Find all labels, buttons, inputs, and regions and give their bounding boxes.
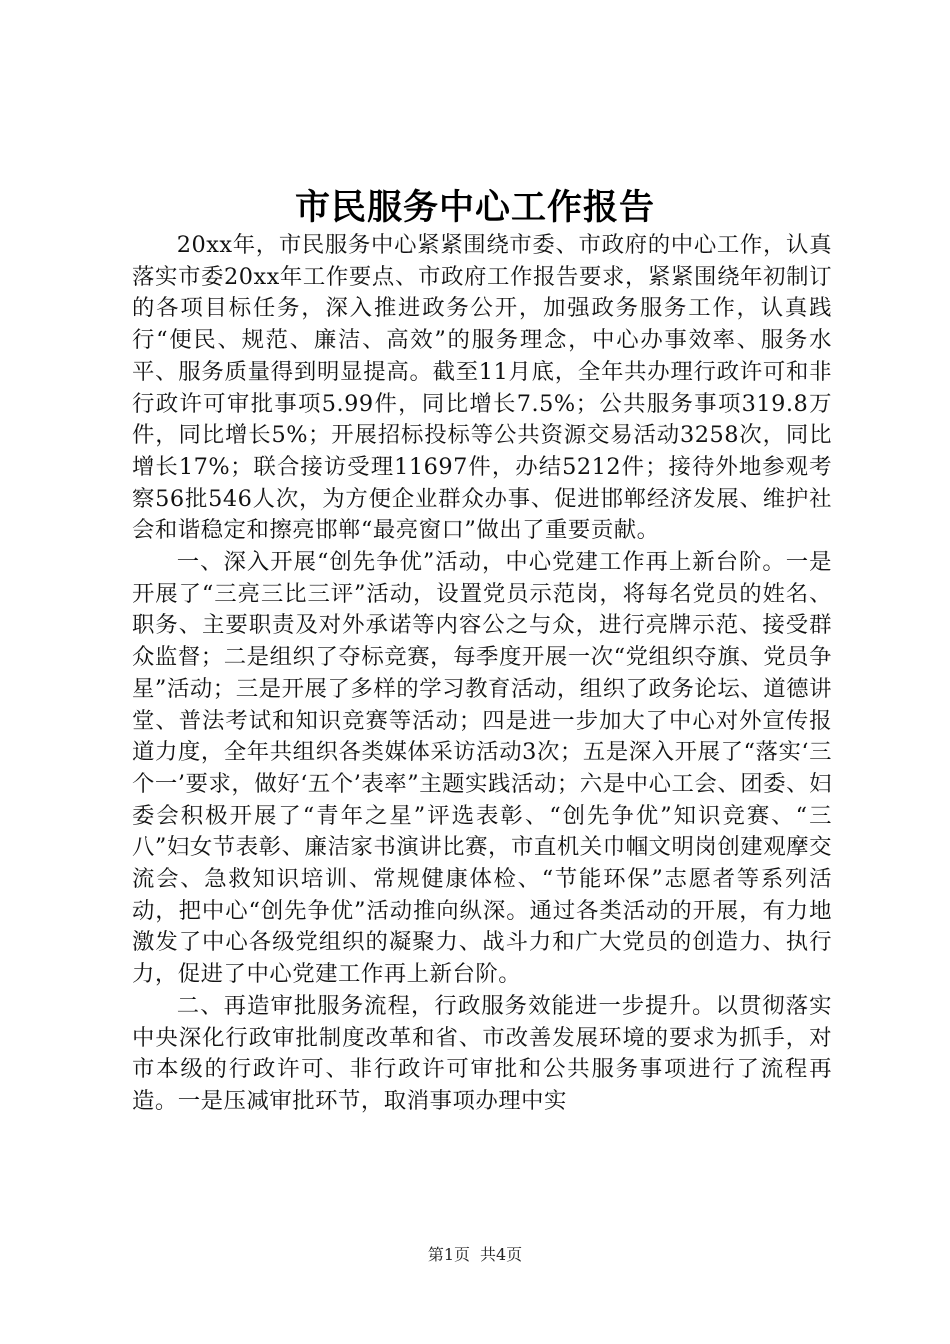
document-body xyxy=(132,230,832,1118)
document-title: 市民服务中心工作报告 xyxy=(294,188,655,228)
page-total: 共4页 xyxy=(480,1245,523,1264)
page-footer xyxy=(0,1244,950,1266)
page-number: 第1页 xyxy=(427,1245,470,1264)
paragraph-intro: 20xx年，市民服务中心紧紧围绕市委、市政府的中心工作，认真落实市委20xx年工作要点、市政府工作报告要求，紧紧围绕年初制订的各项目标任务，深入推进政务公开，加强政务服务工作，认真践行“便民、规范、廉洁、高效”的服务理念，中心办事效率、服务水平、服务质量得到明显提高。截至11月底，全年共办理行政许可和非行政许可审批事项5.99件，同比增长7.5%；公共服务事项319.8万件，同比增长5%；开展招标投标等公共资源交易活动3258次，同比增长17%；联合接访受理11697件，办结5212件；接待外地参观考察56批546人次，为方便企业群众办事、促进邯郸经济发展、维护社会和谐稳定和擦亮邯郸“最亮窗口”做出了重要贡献。 xyxy=(132,232,832,544)
paragraph-section-1: 一、深入开展“创先争优”活动，中心党建工作再上新台阶。一是开展了“三亮三比三评”活动，设置党员示范岗，将每名党员的姓名、职务、主要职责及对外承诺等内容公之与众，进行亮牌示范、接受群众监督；二是组织了夺标竞赛，每季度开展一次“党组织夺旗、党员争星”活动；三是开展了多样的学习教育活动，组织了政务论坛、道德讲堂、普法考试和知识竞赛等活动；四是进一步加大了中心对外宣传报道力度，全年共组织各类媒体采访活动3次；五是深入开展了“落实‘三个一’要求，做好‘五个’表率”主题实践活动；六是中心工会、团委、妇委会积极开展了“青年之星”评选表彰、“创先争优”知识竞赛、“三八”妇女节表彰、廉洁家书演讲比赛，市直机关巾帼文明岗创建观摩交流会、急救知识培训、常规健康体检、“节能环保”志愿者等系列活动，把中心“创先争优”活动推向纵深。通过各类活动的开展，有力地激发了中心各级党组织的凝聚力、战斗力和广大党员的创造力、执行力，促进了中心党建工作再上新台阶。 xyxy=(132,549,832,988)
paragraph-section-2: 二、再造审批服务流程，行政服务效能进一步提升。以贯彻落实中央深化行政审批制度改革和省、市改善发展环境的要求为抓手，对市本级的行政许可、非行政许可审批和公共服务事项进行了流程再造。一是压减审批环节，取消事项办理中实 xyxy=(132,992,832,1114)
